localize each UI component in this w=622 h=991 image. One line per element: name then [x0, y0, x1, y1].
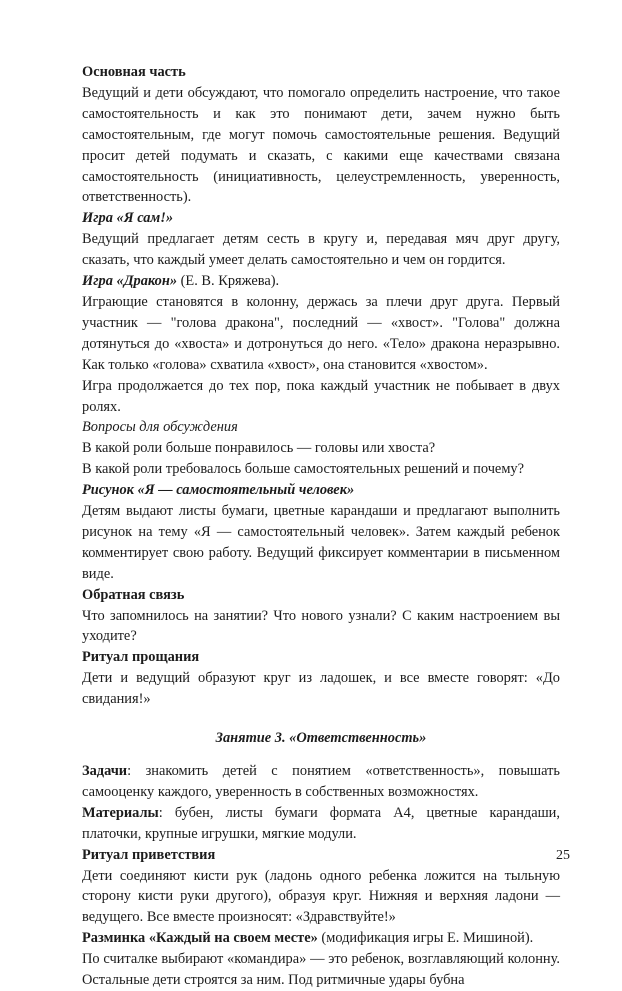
- paragraph-intro: Ведущий и дети обсуждают, что помогало определить настроение, что такое самостоятельность и как это понимают дети, зачем нужно быть самостоятельным, где могут помочь самостоятельные решения. Ведущий просит детей подумать и сказать, с какими еще качествами связана самостоятельность (инициативность, целеустремленность, уверенность, ответственность).: [82, 84, 560, 206]
- paragraph-materials: [82, 803, 560, 845]
- warmup-title-line: [82, 928, 560, 949]
- question-1: В какой роли больше понравилось — головы или хвоста?: [82, 440, 436, 457]
- materials-label: Материалы: [82, 804, 159, 821]
- section-heading-main: Основная часть: [82, 64, 186, 80]
- paragraph-farewell: Дети и ведущий образуют круг из ладошек, и все вместе говорят: «До свидания!»: [82, 670, 560, 708]
- tasks-text: : знакомить детей с понятием «ответственность», повышать самооценку каждого, уверенность в собственных возможностях.: [82, 763, 560, 800]
- paragraph-game2-rules: Играющие становятся в колонну, держась за плечи друг друга. Первый участник — "голова дракона", последний — «хвост». "Голова" должна дотянуться до «хвоста» и дотронуться до него. «Тело» дракона неразрывно. Как только «голова» схватила «хвост», она становится «хвостом».: [82, 293, 560, 373]
- tasks-label: Задачи: [82, 763, 128, 779]
- materials-text: : бубен, листы бумаги формата А4, цветные карандаши, платочки, крупные игрушки, мягкие модули.: [82, 804, 560, 842]
- warmup-title: Разминка «Каждый на своем месте»: [82, 930, 318, 947]
- paragraph-tasks: [82, 761, 560, 803]
- page-body: [82, 62, 560, 991]
- greeting-title: Ритуал приветствия: [82, 846, 216, 863]
- feedback-title: Обратная связь: [82, 586, 185, 603]
- paragraph-warmup: По считалке выбирают «командира» — это ребенок, возглавляющий колонну. Остальные дети строятся за ним. Под ритмичные удары бубна: [82, 951, 560, 989]
- paragraph-game1: Ведущий предлагает детям сесть в кругу и, передавая мяч друг другу, сказать, что каждый умеет делать самостоятельно и чем он гордится.: [82, 231, 560, 269]
- page-number: 25: [556, 848, 570, 863]
- warmup-note: (модификация игры Е. Мишиной).: [317, 930, 534, 947]
- game-title-dragon-line: [82, 271, 560, 292]
- question-2: В какой роли требовалось больше самостоятельных решений и почему?: [82, 461, 525, 478]
- game-dragon-author: (Е. В. Кряжева).: [177, 273, 280, 290]
- paragraph-drawing: Детям выдают листы бумаги, цветные карандаши и предлагают выполнить рисунок на тему «Я — самостоятельный человек». Затем каждый ребенок комментирует свою работу. Ведущий фиксирует комментарии в письменном виде.: [82, 503, 560, 582]
- game-title-dragon: Игра «Дракон»: [82, 273, 178, 290]
- questions-title: Вопросы для обсуждения: [82, 419, 238, 436]
- lesson3-title: Занятие 3. «Ответственность»: [215, 730, 427, 747]
- game-title-i-am-myself: Игра «Я сам!»: [82, 210, 174, 227]
- paragraph-greeting: Дети соединяют кисти рук (ладонь одного ребенка ложится на тыльную сторону кисти руки другого), образуя круг. Нижняя и верхняя ладони — ведущего. Все вместе произносят: «Здравствуйте!»: [82, 867, 560, 926]
- drawing-title: Рисунок «Я — самостоятельный человек»: [82, 482, 355, 499]
- farewell-title: Ритуал прощания: [82, 649, 200, 666]
- paragraph-feedback: Что запомнилось на занятии? Что нового узнали? С каким настроением вы уходите?: [82, 607, 560, 645]
- paragraph-game2-continue: Игра продолжается до тех пор, пока каждый участник не побывает в двух ролях.: [82, 377, 560, 415]
